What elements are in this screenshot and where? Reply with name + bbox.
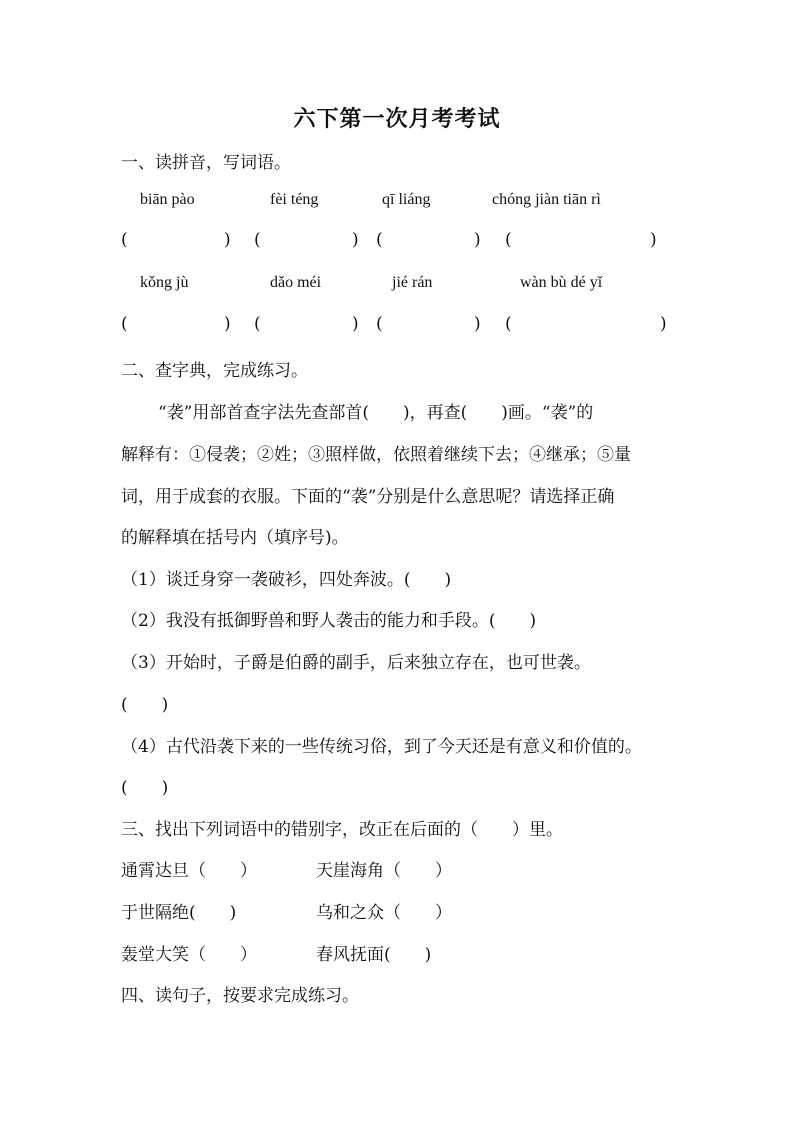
paragraph-line: 词，用于成套的衣服。下面的“袭”分别是什么意思呢？请选择正确 — [121, 487, 615, 507]
question-answer-blank: ( ) — [121, 778, 169, 798]
section-4-heading: 四、读句子，按要求完成练习。 — [121, 986, 359, 1006]
pinyin-1: biān pào — [140, 191, 195, 208]
answer-box-1-open: ( — [121, 230, 128, 250]
question-item: （4）古代沿袭下来的一些传统习俗，到了今天还是有意义和价值的。 — [121, 737, 642, 757]
pinyin-2: fèi téng — [270, 191, 319, 208]
paragraph-line: “袭”用部首查字法先查部首( )，再查( )画。“袭”的 — [158, 403, 594, 423]
answer-box-3-close: ) — [474, 230, 481, 250]
question-item: （1）谈迁身穿一袭破衫，四处奔波。( ) — [121, 570, 452, 590]
pinyin-6: dǎo méi — [270, 274, 322, 291]
paragraph-line: 的解释填在括号内（填序号)。 — [121, 528, 349, 548]
question-answer-blank: ( ) — [121, 695, 169, 715]
answer-box-4-close: ) — [650, 230, 657, 250]
answer-box-2-open: ( — [254, 230, 261, 250]
pinyin-4: chóng jiàn tiān rì — [492, 191, 601, 208]
pinyin-7: jié rán — [392, 274, 433, 291]
pinyin-5: kǒng jù — [140, 274, 189, 291]
pinyin-3: qī liáng — [382, 191, 431, 208]
pinyin-8: wàn bù dé yǐ — [520, 274, 603, 291]
page-title: 六下第一次月考考试 — [293, 106, 501, 132]
answer-box-7-open: ( — [376, 314, 383, 334]
correction-item: 春风抚面( ) — [316, 945, 432, 965]
answer-box-5-open: ( — [121, 314, 128, 334]
answer-box-4-open: ( — [505, 230, 512, 250]
question-item: （2）我没有抵御野兽和野人袭击的能力和手段。( ) — [121, 611, 537, 631]
answer-box-2-close: ) — [352, 230, 359, 250]
answer-box-8-open: ( — [505, 314, 512, 334]
answer-box-6-open: ( — [254, 314, 261, 334]
answer-box-3-open: ( — [376, 230, 383, 250]
answer-box-5-close: ) — [224, 314, 231, 334]
question-item: （3）开始时，子爵是伯爵的副手，后来独立存在，也可世袭。 — [121, 653, 591, 673]
section-1-heading: 一、读拼音，写词语。 — [121, 153, 291, 173]
correction-item: 天崖海角（ ） — [316, 861, 452, 881]
correction-item: 通霄达旦（ ） — [121, 861, 257, 881]
correction-item: 轰堂大笑（ ） — [121, 945, 257, 965]
section-2-heading: 二、查字典，完成练习。 — [121, 361, 308, 381]
correction-item: 乌和之众（ ） — [316, 903, 452, 923]
answer-box-8-close: ) — [660, 314, 667, 334]
section-3-heading: 三、找出下列词语中的错别字，改正在后面的（ ）里。 — [121, 820, 563, 840]
correction-item: 于世隔绝( ) — [121, 903, 237, 923]
answer-box-7-close: ) — [474, 314, 481, 334]
answer-box-1-close: ) — [224, 230, 231, 250]
paragraph-line: 解释有：①侵袭；②姓；③照样做，依照着继续下去；④继承；⑤量 — [121, 445, 631, 465]
answer-box-6-close: ) — [352, 314, 359, 334]
